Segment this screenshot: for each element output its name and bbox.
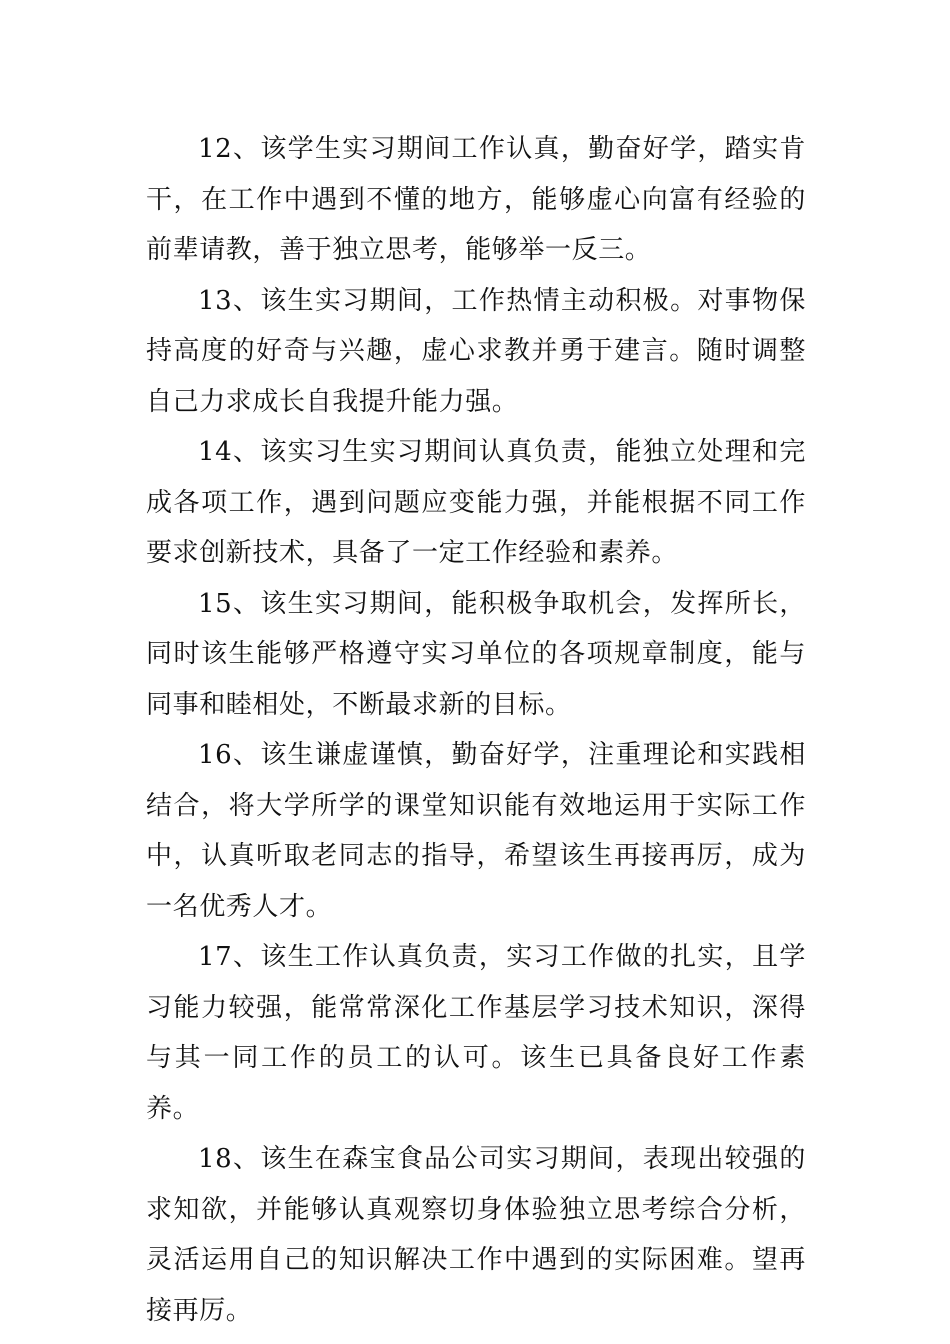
paragraph-15: 15、该生实习期间，能积极争取机会，发挥所长，同时该生能够严格遵守实习单位的各项规章制度，能与同事和睦相处，不断最求新的目标。 (146, 588, 806, 720)
paragraph-12: 12、该学生实习期间工作认真，勤奋好学，踏实肯干，在工作中遇到不懂的地方，能够虚心向富有经验的前辈请教，善于独立思考，能够举一反三。 (146, 134, 806, 265)
paragraph-13: 13、该生实习期间，工作热情主动积极。对事物保持高度的好奇与兴趣，虚心求教并勇于建言。随时调整自己力求成长自我提升能力强。 (146, 285, 806, 417)
paragraph-18: 18、该生在森宝食品公司实习期间，表现出较强的求知欲，并能够认真观察切身体验独立思考综合分析，灵活运用自己的知识解决工作中遇到的实际困难。望再接再厉。 (146, 1144, 806, 1326)
paragraph-17: 17、该生工作认真负责，实习工作做的扎实，且学习能力较强，能常常深化工作基层学习技术知识，深得与其一同工作的员工的认可。该生已具备良好工作素养。 (146, 942, 806, 1124)
paragraph-16: 16、该生谦虚谨慎，勤奋好学，注重理论和实践相结合，将大学所学的课堂知识能有效地运用于实际工作中，认真听取老同志的指导，希望该生再接再厉，成为一名优秀人才。 (146, 740, 806, 922)
document-body (146, 124, 806, 1336)
paragraph-14: 14、该实习生实习期间认真负责，能独立处理和完成各项工作，遇到问题应变能力强，并能根据不同工作要求创新技术，具备了一定工作经验和素养。 (146, 437, 806, 568)
